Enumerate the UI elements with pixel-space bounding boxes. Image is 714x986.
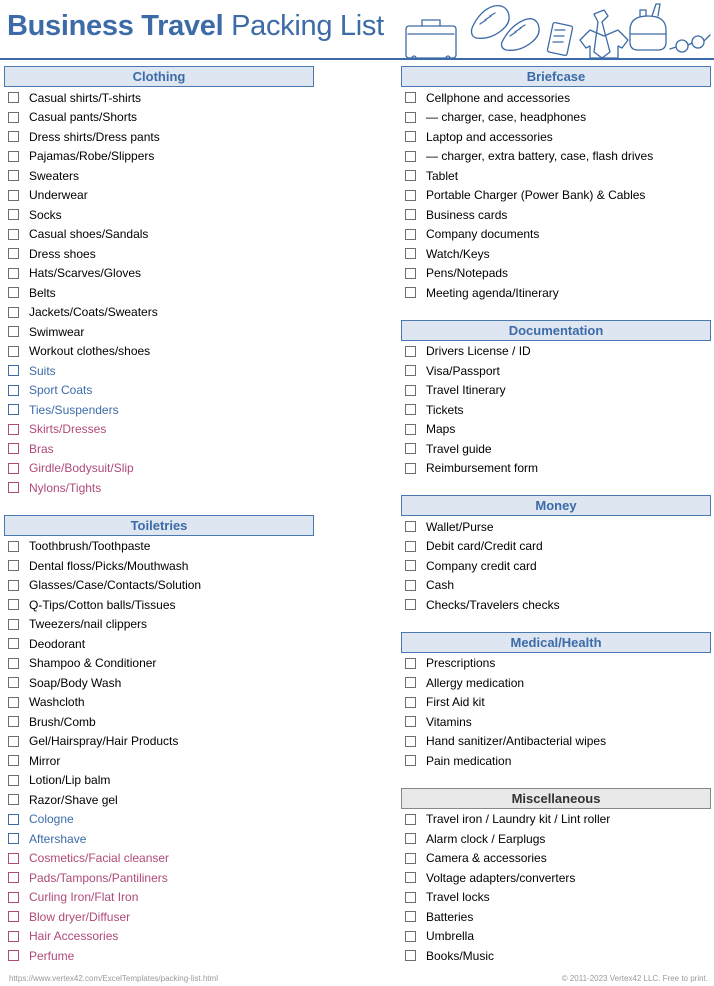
checklist-item — [4, 244, 314, 264]
checkbox[interactable] — [8, 346, 19, 357]
checklist-item — [4, 771, 314, 791]
checkbox[interactable] — [405, 287, 416, 298]
section-money — [401, 495, 711, 615]
checklist-item-label: Meeting agenda/Itinerary — [426, 285, 559, 300]
checklist-item — [4, 595, 314, 615]
checklist-item — [401, 361, 711, 381]
checklist-item-label: Tablet — [426, 168, 459, 183]
checklist-item-label: Prescriptions — [426, 656, 496, 671]
checklist-item-label: Casual shoes/Sandals — [29, 227, 149, 242]
checklist — [401, 654, 711, 771]
checklist — [4, 537, 314, 966]
checklist-item-label: Tickets — [426, 402, 464, 417]
checklist-item — [401, 186, 711, 206]
checklist-item — [401, 88, 711, 108]
checklist-item — [401, 283, 711, 303]
checklist-item-label: Bras — [29, 441, 54, 456]
checkbox[interactable] — [405, 248, 416, 259]
checklist-item-label: Nylons/Tights — [29, 480, 102, 495]
checkbox[interactable] — [8, 326, 19, 337]
checklist-item — [401, 439, 711, 459]
checklist-item-label: Watch/Keys — [426, 246, 490, 261]
checklist-item-label: Aftershave — [29, 831, 87, 846]
checkbox[interactable] — [405, 814, 416, 825]
checklist-item-label: Sport Coats — [29, 383, 93, 398]
left-column — [4, 66, 314, 966]
checkbox[interactable] — [8, 619, 19, 630]
checkbox[interactable] — [8, 229, 19, 240]
checklist-item — [401, 342, 711, 362]
checklist-item-label: Reimbursement form — [426, 461, 539, 476]
checklist-item — [401, 946, 711, 966]
section-header: Medical/Health — [401, 632, 711, 653]
checkbox[interactable] — [8, 112, 19, 123]
checklist-item-label: Books/Music — [426, 948, 495, 963]
checkbox[interactable] — [8, 599, 19, 610]
checklist-item — [401, 927, 711, 947]
checkbox[interactable] — [405, 151, 416, 162]
page-title-rest: Packing List — [223, 10, 384, 42]
checklist-item — [4, 556, 314, 576]
checklist-item — [4, 849, 314, 869]
checklist-item-label: Dress shirts/Dress pants — [29, 129, 160, 144]
checkbox[interactable] — [8, 463, 19, 474]
title-divider — [0, 58, 714, 60]
checklist-item-label: Deodorant — [29, 636, 86, 651]
checklist-item — [401, 205, 711, 225]
checklist-item-label: Visa/Passport — [426, 363, 500, 378]
checklist-item-label: Lotion/Lip balm — [29, 773, 111, 788]
checklist-item-label: Maps — [426, 422, 456, 437]
checklist-item — [4, 868, 314, 888]
checklist-item-label: Jackets/Coats/Sweaters — [29, 305, 158, 320]
checklist-item-label: — charger, case, headphones — [426, 110, 587, 125]
checklist-item — [4, 225, 314, 245]
checklist-item — [401, 225, 711, 245]
checklist-item-label: Socks — [29, 207, 62, 222]
checklist-item-label: Gel/Hairspray/Hair Products — [29, 734, 179, 749]
checklist-item — [4, 264, 314, 284]
checklist-item-label: Ties/Suspenders — [29, 402, 119, 417]
checklist-item — [401, 576, 711, 596]
checklist-item-label: Toothbrush/Toothpaste — [29, 539, 151, 554]
checklist-item-label: Cologne — [29, 812, 74, 827]
footer-url[interactable]: https://www.vertex42.com/ExcelTemplates/packing-list.html — [9, 974, 218, 983]
checklist-item — [4, 732, 314, 752]
checklist-item-label: Hair Accessories — [29, 929, 119, 944]
checklist-item-label: Brush/Comb — [29, 714, 96, 729]
section-gap — [401, 615, 711, 632]
section-header: Miscellaneous — [401, 788, 711, 809]
section-documentation — [401, 320, 711, 479]
checklist-item — [4, 790, 314, 810]
checklist-item — [401, 556, 711, 576]
section-gap — [401, 303, 711, 320]
checklist-item — [4, 127, 314, 147]
checklist-item-label: Razor/Shave gel — [29, 792, 118, 807]
checkbox[interactable] — [8, 404, 19, 415]
checklist-item — [4, 478, 314, 498]
checkbox[interactable] — [405, 541, 416, 552]
checkbox[interactable] — [8, 833, 19, 844]
shoe-icon — [472, 6, 510, 39]
checklist-item — [401, 459, 711, 479]
checkbox[interactable] — [8, 541, 19, 552]
section-misc — [401, 788, 711, 966]
checklist-item — [4, 634, 314, 654]
checklist-item — [401, 244, 711, 264]
checklist-item-label: Cash — [426, 578, 455, 593]
checklist-item — [4, 420, 314, 440]
checklist-item — [4, 439, 314, 459]
checklist-item — [4, 712, 314, 732]
checkbox[interactable] — [8, 853, 19, 864]
checklist-item-label: Pain medication — [426, 753, 512, 768]
toiletry-bag-icon — [630, 4, 666, 50]
checklist-item — [4, 166, 314, 186]
checklist-item — [401, 673, 711, 693]
checklist-item-label: Underwear — [29, 188, 88, 203]
checklist-item — [4, 907, 314, 927]
checkbox[interactable] — [8, 872, 19, 883]
checklist — [401, 517, 711, 615]
checklist-item-label: First Aid kit — [426, 695, 485, 710]
checklist-item — [401, 400, 711, 420]
checkbox[interactable] — [8, 911, 19, 922]
section-briefcase — [401, 66, 711, 303]
checklist-item-label: Allergy medication — [426, 675, 525, 690]
section-header: Money — [401, 495, 711, 516]
checklist-item-label: Blow dryer/Diffuser — [29, 909, 131, 924]
checkbox[interactable] — [405, 112, 416, 123]
checklist-item — [401, 108, 711, 128]
checklist-item-label: Company documents — [426, 227, 540, 242]
checkbox[interactable] — [405, 677, 416, 688]
suitcase-icon — [406, 20, 456, 60]
checkbox[interactable] — [405, 268, 416, 279]
checklist-item-label: Travel iron / Laundry kit / Lint roller — [426, 812, 611, 827]
checklist-item-label: Travel guide — [426, 441, 492, 456]
travel-illustration — [390, 0, 714, 60]
phone-icon — [547, 22, 573, 56]
section-header: Briefcase — [401, 66, 711, 87]
checkbox[interactable] — [405, 229, 416, 240]
checklist-item-label: Business cards — [426, 207, 508, 222]
checklist-item-label: Mirror — [29, 753, 61, 768]
checkbox[interactable] — [8, 92, 19, 103]
checklist-item-label: Tweezers/nail clippers — [29, 617, 148, 632]
checkbox[interactable] — [8, 307, 19, 318]
checklist-item — [401, 537, 711, 557]
checklist-item — [401, 127, 711, 147]
checklist-item-label: Portable Charger (Power Bank) & Cables — [426, 188, 646, 203]
section-header: Toiletries — [4, 515, 314, 536]
checklist-item-label: Travel Itinerary — [426, 383, 506, 398]
checkbox[interactable] — [8, 580, 19, 591]
checklist-item-label: Debit card/Credit card — [426, 539, 543, 554]
checklist-item — [401, 888, 711, 908]
section-toiletries — [4, 515, 314, 966]
checklist — [4, 88, 314, 498]
checklist-item — [4, 88, 314, 108]
checklist-item — [4, 829, 314, 849]
checkbox[interactable] — [405, 697, 416, 708]
section-gap — [401, 771, 711, 788]
checklist-item-label: Batteries — [426, 909, 474, 924]
checklist-item — [4, 459, 314, 479]
checklist-item-label: Checks/Travelers checks — [426, 597, 560, 612]
section-header: Clothing — [4, 66, 314, 87]
checklist-item — [401, 381, 711, 401]
checklist-item — [401, 654, 711, 674]
checklist-item — [4, 693, 314, 713]
checklist-item — [4, 888, 314, 908]
checklist-item-label: Sweaters — [29, 168, 80, 183]
checklist-item-label: Curling Iron/Flat Iron — [29, 890, 139, 905]
checkbox[interactable] — [405, 92, 416, 103]
checklist-item — [401, 166, 711, 186]
checklist-item — [401, 868, 711, 888]
checklist-item — [4, 810, 314, 830]
checkbox[interactable] — [8, 268, 19, 279]
checkbox[interactable] — [405, 404, 416, 415]
checklist-item-label: Suits — [29, 363, 56, 378]
checkbox[interactable] — [405, 365, 416, 376]
checklist-item-label: Soap/Body Wash — [29, 675, 122, 690]
checkbox[interactable] — [405, 170, 416, 181]
checklist-item — [401, 264, 711, 284]
checklist-item — [4, 673, 314, 693]
checkbox[interactable] — [405, 580, 416, 591]
checklist — [401, 342, 711, 479]
checklist-item — [4, 537, 314, 557]
checkbox[interactable] — [8, 365, 19, 376]
checklist-item — [401, 420, 711, 440]
checklist-item — [4, 147, 314, 167]
checklist-item-label: Travel locks — [426, 890, 490, 905]
checklist-item — [4, 361, 314, 381]
section-clothing — [4, 66, 314, 498]
checklist — [401, 88, 711, 303]
checklist-item-label: Casual pants/Shorts — [29, 110, 138, 125]
checkbox[interactable] — [405, 911, 416, 922]
checklist-item — [401, 907, 711, 927]
page-title — [7, 10, 384, 43]
checklist-item-label: Girdle/Bodysuit/Slip — [29, 461, 134, 476]
shirt-icon — [580, 30, 628, 58]
checkbox[interactable] — [405, 424, 416, 435]
checkbox[interactable] — [405, 385, 416, 396]
checkbox[interactable] — [405, 716, 416, 727]
checkbox[interactable] — [8, 736, 19, 747]
checklist-item-label: Umbrella — [426, 929, 475, 944]
glasses-icon — [670, 35, 710, 52]
checkbox[interactable] — [405, 521, 416, 532]
checkbox[interactable] — [8, 248, 19, 259]
checklist-item-label: Company credit card — [426, 558, 537, 573]
checklist-item-label: Pads/Tampons/Pantiliners — [29, 870, 168, 885]
checklist-item — [401, 693, 711, 713]
checkbox[interactable] — [8, 814, 19, 825]
checklist-item — [4, 186, 314, 206]
checklist-item-label: Washcloth — [29, 695, 85, 710]
checklist-item-label: Pajamas/Robe/Slippers — [29, 149, 155, 164]
checklist-item — [4, 381, 314, 401]
checklist-item-label: Laptop and accessories — [426, 129, 553, 144]
checkbox[interactable] — [8, 638, 19, 649]
checklist-item-label: Camera & accessories — [426, 851, 547, 866]
checklist-item — [4, 615, 314, 635]
checkbox[interactable] — [405, 463, 416, 474]
section-gap — [4, 498, 314, 515]
checkbox[interactable] — [405, 131, 416, 142]
checklist-item — [401, 595, 711, 615]
checklist-item-label: — charger, extra battery, case, flash drives — [426, 149, 654, 164]
checklist-item — [401, 732, 711, 752]
checkbox[interactable] — [405, 892, 416, 903]
checkbox[interactable] — [8, 209, 19, 220]
checkbox[interactable] — [8, 950, 19, 961]
checklist-item-label: Pens/Notepads — [426, 266, 509, 281]
checkbox[interactable] — [8, 385, 19, 396]
checklist-item — [401, 810, 711, 830]
checklist-item-label: Glasses/Case/Contacts/Solution — [29, 578, 202, 593]
checkbox[interactable] — [405, 443, 416, 454]
checklist-item-label: Shampoo & Conditioner — [29, 656, 157, 671]
checklist-item-label: Dental floss/Picks/Mouthwash — [29, 558, 189, 573]
checklist-item — [4, 751, 314, 771]
checklist-item-label: Hand sanitizer/Antibacterial wipes — [426, 734, 607, 749]
checklist-item-label: Drivers License / ID — [426, 344, 531, 359]
checklist-item — [4, 400, 314, 420]
section-gap — [401, 478, 711, 495]
checkbox[interactable] — [8, 775, 19, 786]
checkbox[interactable] — [8, 190, 19, 201]
checklist-item — [4, 946, 314, 966]
checkbox[interactable] — [8, 560, 19, 571]
checklist-item — [401, 712, 711, 732]
checkbox[interactable] — [405, 658, 416, 669]
checklist-item-label: Workout clothes/shoes — [29, 344, 151, 359]
checkbox[interactable] — [405, 833, 416, 844]
checklist-item-label: Q-Tips/Cotton balls/Tissues — [29, 597, 176, 612]
checklist-item-label: Wallet/Purse — [426, 519, 494, 534]
checklist-item-label: Cellphone and accessories — [426, 90, 571, 105]
footer-copyright: © 2011-2023 Vertex42 LLC. Free to print. — [561, 974, 708, 983]
checklist-item — [401, 829, 711, 849]
checkbox[interactable] — [8, 151, 19, 162]
checklist-item — [4, 654, 314, 674]
checkbox[interactable] — [8, 443, 19, 454]
checkbox[interactable] — [405, 872, 416, 883]
checklist-item — [4, 283, 314, 303]
checklist-item-label: Alarm clock / Earplugs — [426, 831, 546, 846]
checklist-item — [401, 751, 711, 771]
checklist-item-label: Hats/Scarves/Gloves — [29, 266, 142, 281]
checklist-item-label: Belts — [29, 285, 56, 300]
section-medical — [401, 632, 711, 771]
checkbox[interactable] — [8, 677, 19, 688]
checklist-item — [401, 147, 711, 167]
checkbox[interactable] — [405, 209, 416, 220]
checkbox[interactable] — [405, 599, 416, 610]
checkbox[interactable] — [8, 716, 19, 727]
checkbox[interactable] — [8, 931, 19, 942]
checklist-item — [4, 342, 314, 362]
checklist-item — [401, 517, 711, 537]
checklist-item-label: Perfume — [29, 948, 75, 963]
checkbox[interactable] — [8, 170, 19, 181]
checkbox[interactable] — [8, 287, 19, 298]
section-header: Documentation — [401, 320, 711, 341]
checklist-item-label: Dress shoes — [29, 246, 96, 261]
checklist-item-label: Skirts/Dresses — [29, 422, 107, 437]
checkbox[interactable] — [8, 794, 19, 805]
checkbox[interactable] — [405, 755, 416, 766]
checkbox[interactable] — [8, 424, 19, 435]
checkbox[interactable] — [405, 736, 416, 747]
checklist-item — [4, 303, 314, 323]
checklist-item — [401, 849, 711, 869]
checklist-item-label: Cosmetics/Facial cleanser — [29, 851, 170, 866]
checkbox[interactable] — [405, 346, 416, 357]
checkbox[interactable] — [405, 931, 416, 942]
checkbox[interactable] — [8, 131, 19, 142]
checklist-item-label: Vitamins — [426, 714, 472, 729]
checklist — [401, 810, 711, 966]
checkbox[interactable] — [8, 697, 19, 708]
page-title-bold: Business Travel — [7, 10, 224, 42]
checkbox[interactable] — [8, 892, 19, 903]
checklist-item — [4, 108, 314, 128]
checkbox[interactable] — [405, 190, 416, 201]
checkbox[interactable] — [8, 482, 19, 493]
checkbox[interactable] — [8, 658, 19, 669]
checkbox[interactable] — [405, 950, 416, 961]
checkbox[interactable] — [405, 560, 416, 571]
checklist-item-label: Voltage adapters/converters — [426, 870, 576, 885]
checklist-item-label: Swimwear — [29, 324, 85, 339]
right-column — [401, 66, 711, 966]
checklist-item — [4, 927, 314, 947]
checkbox[interactable] — [405, 853, 416, 864]
checklist-item — [4, 322, 314, 342]
checklist-item — [4, 576, 314, 596]
checklist-item-label: Casual shirts/T-shirts — [29, 90, 142, 105]
checkbox[interactable] — [8, 755, 19, 766]
checklist-item — [4, 205, 314, 225]
